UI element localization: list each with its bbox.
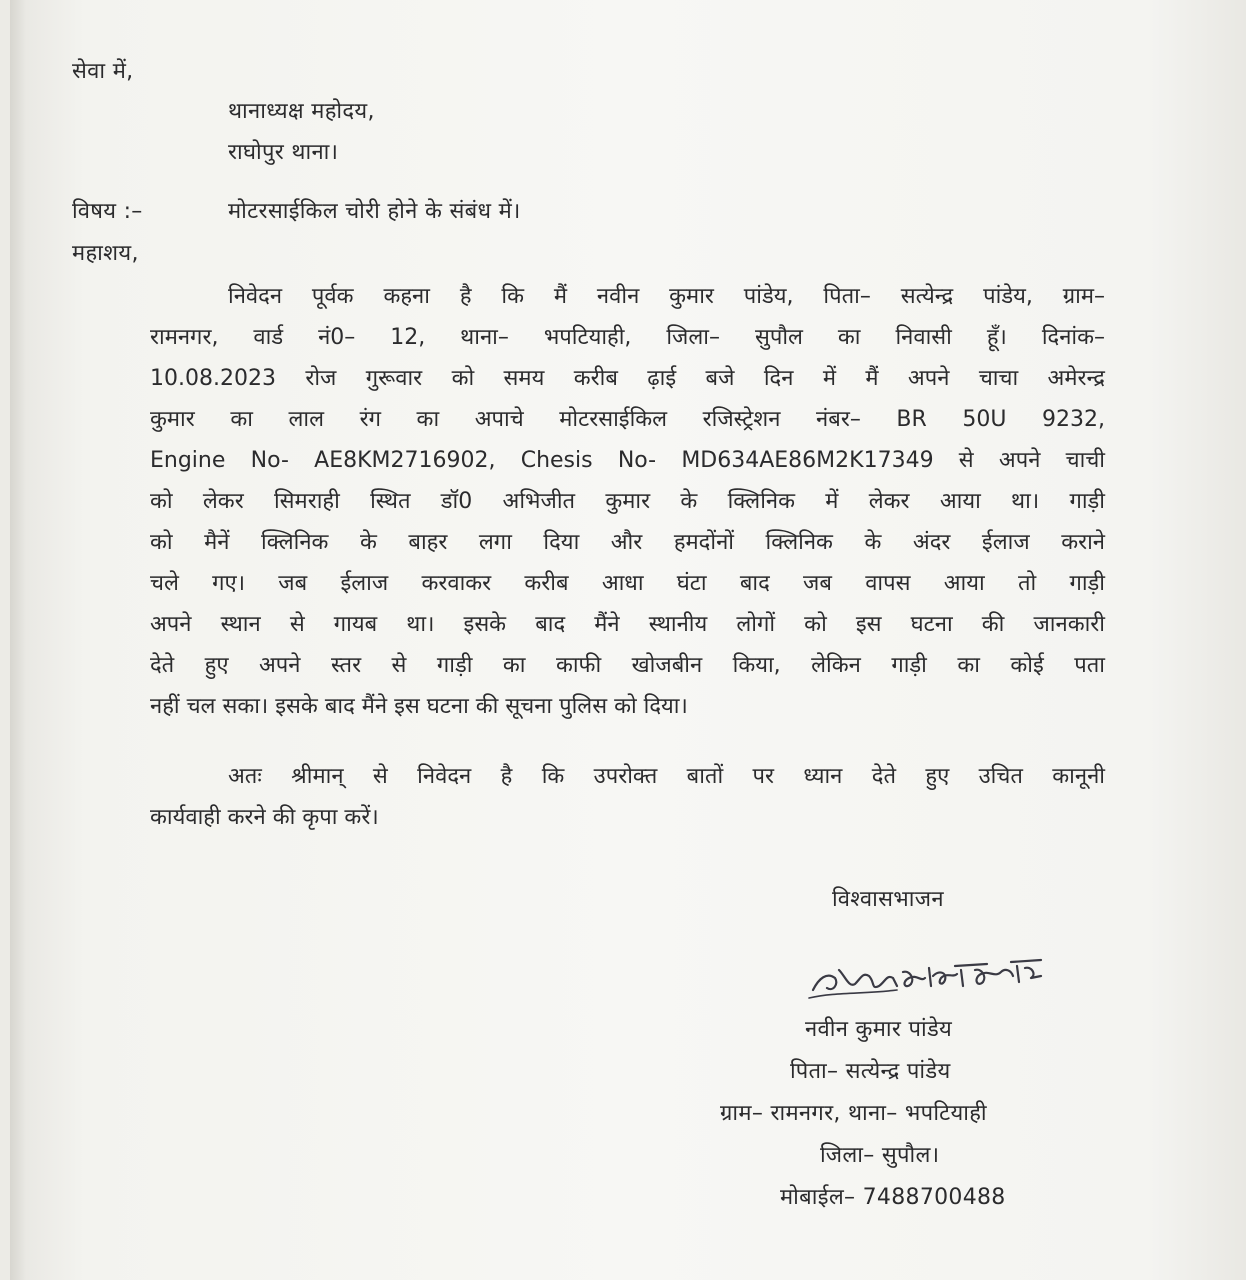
greeting: महाशय, [72,241,139,266]
body-line: को मैनें क्लिनिक के बाहर लगा दिया और हमदोंनों क्लिनिक के अंदर ईलाज कराने [150,530,1105,555]
request-paragraph [150,756,1105,838]
body-line: नहीं चल सका। इसके बाद मैंने इस घटना की सूचना पुलिस को दिया। [150,694,688,719]
body-line: निवेदन पूर्वक कहना है कि मैं नवीन कुमार पांडेय, पिता– सत्येन्द्र पांडेय, ग्राम– [228,284,1105,309]
body-paragraph [150,276,1105,727]
signature-image [805,948,1050,1008]
body-line: 10.08.2023 रोज गुरूवार को समय करीब ढ़ाई बजे दिन में मैं अपने चाचा अमेरन्द्र [150,366,1105,391]
recipient-line-1: थानाध्यक्ष महोदय, [228,99,375,124]
subject-label: विषय :– [72,199,143,224]
paper-shadow [10,0,26,1280]
request-line: अतः श्रीमान् से निवेदन है कि उपरोक्त बातों पर ध्यान देते हुए उचित कानूनी [228,764,1105,789]
sender-father: पिता– सत्येन्द्र पांडेय [790,1059,951,1084]
body-line: चले गए। जब ईलाज करवाकर करीब आधा घंटा बाद जब वापस आया तो गाड़ी [150,571,1105,596]
recipient-line-2: राघोपुर थाना। [228,140,339,165]
sender-mobile: मोबाईल– 7488700488 [780,1185,1006,1210]
closing: विश्वासभाजन [832,887,944,912]
request-line: कार्यवाही करने की कृपा करें। [150,805,379,830]
sender-name: नवीन कुमार पांडेय [805,1017,953,1042]
subject-text: मोटरसाईकिल चोरी होने के संबंध में। [228,199,521,224]
body-line: रामनगर, वार्ड नं0– 12, थाना– भपटियाही, जिला– सुपौल का निवासी हूँ। दिनांक– [150,325,1105,350]
body-line: देते हुए अपने स्तर से गाड़ी का काफी खोजबीन किया, लेकिन गाड़ी का कोई पता [150,653,1105,678]
body-line: कुमार का लाल रंग का अपाचे मोटरसाईकिल रजिस्ट्रेशन नंबर– BR 50U 9232, [150,407,1105,432]
body-line: को लेकर सिमराही स्थित डॉ0 अभिजीत कुमार के क्लिनिक में लेकर आया था। गाड़ी [150,489,1105,514]
sender-district: जिला– सुपौल। [820,1143,940,1168]
body-line: अपने स्थान से गायब था। इसके बाद मैंने स्थानीय लोगों को इस घटना की जानकारी [150,612,1105,637]
letter-paper [10,0,1246,1280]
body-line: Engine No- AE8KM2716902, Chesis No- MD634AE86M2K17349 से अपने चाची [150,448,1105,473]
salutation-to: सेवा में, [72,59,134,84]
sender-village: ग्राम– रामनगर, थाना– भपटियाही [720,1101,987,1126]
